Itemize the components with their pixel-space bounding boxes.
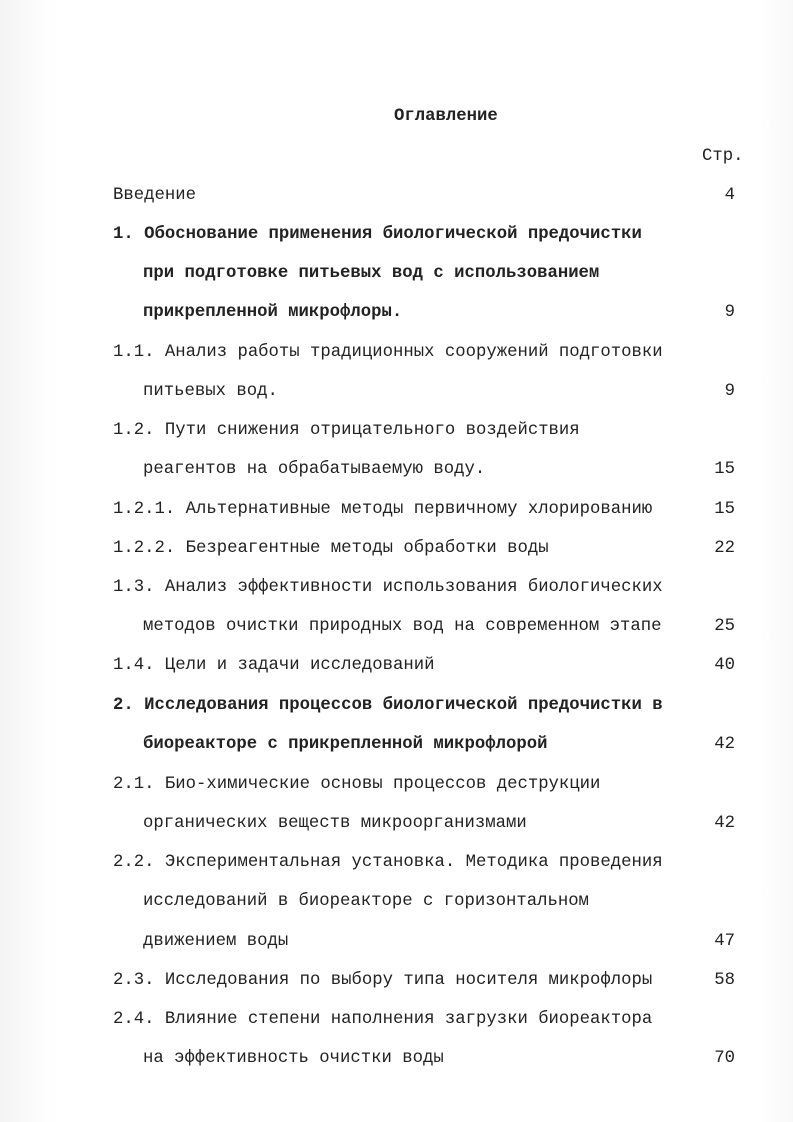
toc-page-number: 47 — [714, 932, 735, 951]
toc-page-number: 9 — [724, 382, 735, 401]
toc-entry-line: питьевых вод. — [143, 382, 278, 401]
toc-entry-line: прикрепленной микрофлоры. — [143, 303, 403, 322]
toc-entry-line: Введение — [113, 186, 196, 205]
toc-entry-line: реагентов на обрабатываемую воду. — [143, 460, 486, 479]
toc-page-number: 15 — [714, 500, 735, 519]
toc-entry-line: при подготовке питьевых вод с использованием — [143, 264, 600, 283]
toc-entry-line: 1.1. Анализ работы традиционных сооружений подготовки — [113, 343, 663, 362]
toc-page-number: 15 — [714, 460, 735, 479]
toc-page-number: 9 — [724, 303, 735, 322]
toc-page-number: 42 — [714, 814, 735, 833]
toc-entry-line: 1.3. Анализ эффективности использования биологических — [113, 578, 663, 597]
toc-page-number: 22 — [714, 539, 735, 558]
toc-title: Оглавление — [394, 107, 498, 126]
toc-entry-line: 1.2.2. Безреагентные методы обработки воды — [113, 539, 549, 558]
toc-entry-line: 2.4. Влияние степени наполнения загрузки биореактора — [113, 1010, 653, 1029]
toc-page-number: 70 — [714, 1049, 735, 1068]
toc-entry-line: биореакторе с прикрепленной микрофлорой — [143, 735, 548, 754]
toc-entry-line: 2. Исследования процессов биологической предочистки в — [113, 696, 663, 715]
toc-entry-line: 1.2.1. Альтернативные методы первичному хлорированию — [113, 500, 653, 519]
toc-entry-line: 2.1. Био-химические основы процессов деструкции — [113, 775, 601, 794]
toc-page-number: 58 — [714, 971, 735, 990]
toc-page-number: 4 — [724, 186, 735, 205]
toc-entry-line: 2.3. Исследования по выбору типа носителя микрофлоры — [113, 971, 653, 990]
page-column-label: Стр. — [702, 147, 744, 166]
toc-page-number: 25 — [714, 617, 735, 636]
toc-entry-line: 1. Обоснование применения биологической предочистки — [113, 225, 642, 244]
toc-entry-line: 1.2. Пути снижения отрицательного воздействия — [113, 421, 580, 440]
toc-entry-line: 1.4. Цели и задачи исследований — [113, 656, 435, 675]
toc-entry-line: движением воды — [143, 932, 289, 951]
toc-page-number: 42 — [714, 735, 735, 754]
toc-entry-line: органических веществ микроорганизмами — [143, 814, 527, 833]
toc-entry-line: на эффективность очистки воды — [143, 1049, 444, 1068]
toc-entry-line: методов очистки природных вод на современном этапе — [143, 617, 662, 636]
toc-entry-line: 2.2. Экспериментальная установка. Методика проведения — [113, 853, 663, 872]
toc-entry-line: исследований в биореакторе с горизонтальном — [143, 892, 589, 911]
toc-page-number: 40 — [714, 656, 735, 675]
